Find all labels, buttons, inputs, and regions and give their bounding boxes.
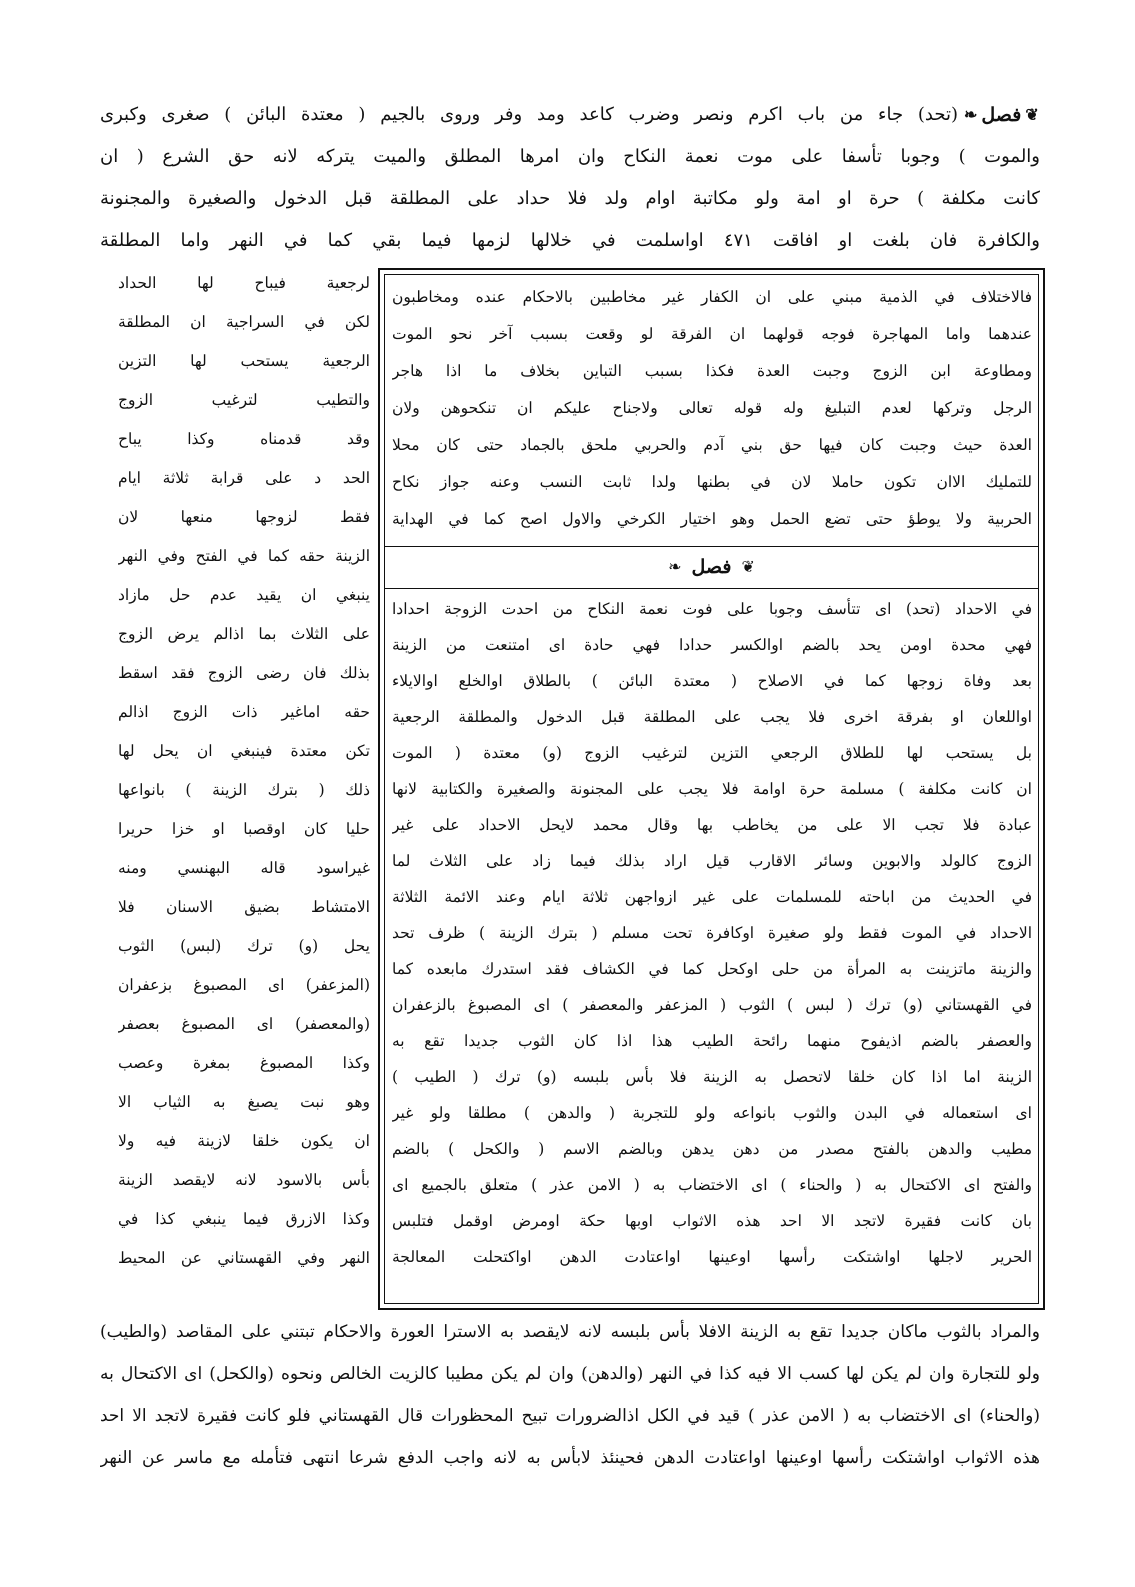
- side-line-11: بذلك فان رضى الزوج فقد اسقط: [118, 664, 370, 682]
- box-lower-line-10: الاحداد في الموت فقط ولو صغيرة اوكافرة تحت مسلم ( بترك الزينة ) ظرف تحد: [392, 924, 1032, 942]
- ornament-right-icon: ❦: [1025, 105, 1039, 124]
- ornament-left-icon: ❧: [964, 105, 978, 124]
- box-upper-line-2: عندهما واما المهاجرة فوجه قولهما ان الفرقة لو وقعت بسبب آخر نحو الموت: [392, 325, 1032, 343]
- top-line-3: كانت مكلفة ) حرة او امة ولو مكاتبة اوام ولد فلا حداد على المطلقة قبل الدخول والصغيرة والمجنونة: [100, 188, 1040, 209]
- box-lower-line-4: اواللعان او بفرقة اخرى فلا يجب على المطلقة قبل الدخول والمطلقة الرجعية: [392, 708, 1032, 726]
- top-heading-label: فصل: [981, 104, 1022, 126]
- top-section-heading: [964, 100, 1039, 130]
- side-line-15: حليا كان اوقصبا او خزا حريرا: [118, 820, 370, 838]
- side-line-25: وكذا الازرق فيما ينبغي كذا في: [118, 1210, 370, 1228]
- side-line-8: الزينة حقه كما في الفتح وفي النهر: [118, 547, 370, 565]
- side-line-4: والتطيب لترغيب الزوج: [118, 391, 370, 409]
- top-line-1: (تحد) جاء من باب اكرم ونصر وضرب كاعد ومد وفر وروى بالجيم ( معتدة البائن ) صغرى وكبرى: [100, 104, 958, 125]
- box-lower-line-6: ان كانت مكلفة ) مسلمة حرة اوامة فلا يجب على المجنونة والصغيرة والكتابية لانها: [392, 780, 1032, 798]
- side-line-22: وهو نبت يصبغ به الثياب الا: [118, 1093, 370, 1111]
- ornament-right-icon: ❦: [741, 557, 755, 576]
- box-lower-line-16: مطيب والدهن بالفتح مصدر من دهن يدهن وبالضم الاسم ( والكحل ) بالضم: [392, 1140, 1032, 1158]
- side-line-20: (والمعصفر) اى المصبوغ بعصفر: [118, 1015, 370, 1033]
- side-line-14: ذلك ( بترك الزينة ) بانواعها: [118, 781, 370, 799]
- box-lower-line-5: بل يستحب لها للطلاق الرجعي التزين لترغيب الزوج (و) معتدة ( الموت: [392, 744, 1032, 762]
- box-lower-line-13: والعصفر بالضم اذيفوح منهما رائحة الطيب هذا اذا كان الثوب جديدا تقع به: [392, 1032, 1032, 1050]
- box-lower-line-18: بان كانت فقيرة لاتجد الا احد هذه الاثواب اوبها حكة اومرض اوقمل فتلبس: [392, 1212, 1032, 1230]
- box-upper-line-1: فالاختلاف في الذمية مبني على ان الكفار غير مخاطبين بالاحكام عنده ومخاطبون: [392, 288, 1032, 306]
- box-lower-line-7: عبادة فلا تجب الا على من يخاطب بها وقال محمد لايحل الاحداد على غير: [392, 816, 1032, 834]
- box-lower-line-15: اى استعماله في البدن والثوب بانواعه ولو للتجربة ( والدهن ) مطلقا ولو غير: [392, 1104, 1032, 1122]
- side-line-13: تكن معتدة فينبغي ان يحل لها: [118, 742, 370, 760]
- box-lower-line-3: بعد وفاة زوجها كما في الاصلاح ( معتدة البائن ) بالطلاق اوالخلع اوالايلاء: [392, 672, 1032, 690]
- box-section-heading: [384, 550, 1039, 584]
- box-lower-line-11: والزينة ماتزينت به المرأة من حلى اوكحل كما في الكشاف فقد استدرك مابعده كما: [392, 960, 1032, 978]
- box-lower-line-1: في الاحداد (تحد) اى تتأسف وجوبا على فوت نعمة النكاح من احدت الزوجة احدادا: [392, 600, 1032, 618]
- box-lower-line-14: الزينة اما اذا كان خلقا لاتحصل به الزينة فلا بأس بلبسه (و) ترك ( الطيب ): [392, 1068, 1032, 1086]
- box-lower-line-8: الزوج كالولد والابوين وسائر الاقارب قيل اراد بذلك فيما زاد على الثلاث لما: [392, 852, 1032, 870]
- side-line-10: على الثلاث بما اذالم يرض الزوج: [118, 625, 370, 643]
- side-line-18: يحل (و) ترك (لبس) الثوب: [118, 937, 370, 955]
- side-line-2: لكن في السراجية ان المطلقة: [118, 313, 370, 331]
- bottom-line-3: (والحناء) اى الاختضاب به ( الامن عذر ) قيد في الكل اذالضرورات تبيح المحظورات قال القهستاني فلو كانت فقيرة لاتجد الا احد: [100, 1406, 1040, 1426]
- box-divider-bottom: [384, 588, 1039, 589]
- box-upper-line-5: العدة حيث وجبت كان فيها حق بني آدم والحربي ملحق بالجماد حتى كان محلا: [392, 436, 1032, 454]
- top-line-4: والكافرة فان بلغت او افاقت ٤٧١ اواسلمت في خلالها لزمها فيما بقي كما في النهر واما المطلقة: [100, 230, 1040, 251]
- side-line-9: ينبغي ان يقيد عدم حل مازاد: [118, 586, 370, 604]
- side-line-1: لرجعية فيباح لها الحداد: [118, 274, 370, 292]
- bottom-line-2: ولو للتجارة وان لم يكن لها كسب الا فيه كذا في النهر (والدهن) وان لم يكن مطيبا كالزيت الخالص ونحوه (والكحل) اى الاكتحال به: [100, 1364, 1040, 1384]
- side-line-3: الرجعية يستحب لها التزين: [118, 352, 370, 370]
- bottom-line-1: والمراد بالثوب ماكان جديدا تقع به الزينة الافلا بأس بلبسه لانه لايقصد به الاسترا العورة والاحكام تبتني على المقاصد (والطيب): [100, 1322, 1040, 1342]
- box-upper-line-6: للتمليك الاان تكون حاملا لان في بطنها ولدا ثابت النسب وعنه جواز نكاح: [392, 473, 1032, 491]
- side-line-23: ان يكون خلقا لازينة فيه ولا: [118, 1132, 370, 1150]
- side-line-21: وكذا المصبوغ بمغرة وعصب: [118, 1054, 370, 1072]
- box-lower-line-2: فهي محدة اومن يحد بالضم اوالكسر حدادا فهي حادة اى امتنعت من الزينة: [392, 636, 1032, 654]
- box-lower-line-12: في القهستاني (و) ترك ( لبس ) الثوب ( المزعفر والمعصفر ) اى المصبوغ بالزعفران: [392, 996, 1032, 1014]
- side-line-19: (المزعفر) اى المصبوغ بزعفران: [118, 976, 370, 994]
- side-line-5: وقد قدمناه وكذا يباح: [118, 430, 370, 448]
- side-line-12: حقه اماغير ذات الزوج اذالم: [118, 703, 370, 721]
- box-lower-line-19: الحرير لاجلها اواشتكت رأسها اوعينها اواعتادت الدهن اواكتحلت المعالجة: [392, 1248, 1032, 1266]
- box-upper-line-3: ومطاوعة ابن الزوج وجبت العدة فكذا بسبب التباين بخلاف ما اذا هاجر: [392, 362, 1032, 380]
- box-lower-line-17: والفتح اى الاكتحال به ( والحناء ) اى الاختضاب به ( الامن عذر ) متعلق بالجميع اى: [392, 1176, 1032, 1194]
- box-divider-top: [384, 546, 1039, 547]
- box-upper-line-7: الحربية ولا يوطؤ حتى تضع الحمل وهو اختيار الكرخي والاول اصح كما في الهداية: [392, 510, 1032, 528]
- side-line-7: فقط لزوجها منعها لان: [118, 508, 370, 526]
- side-line-6: الحد د على قرابة ثلاثة ايام: [118, 469, 370, 487]
- side-line-26: النهر وفي القهستاني عن المحيط: [118, 1249, 370, 1267]
- box-lower-line-9: في الحديث من اباحته للمسلمات على غير ازواجهن ثلاثة ايام وعند الائمة الثلاثة: [392, 888, 1032, 906]
- side-line-17: الامتشاط بضيق الاسنان فلا: [118, 898, 370, 916]
- bottom-line-4: هذه الاثواب اواشتكت رأسها اوعينها اواعتادت الدهن فحينئذ لابأس به لانه واجب الدفع شرعا انتهى فتأمله مع ماسر عن النهر: [100, 1448, 1040, 1468]
- side-line-16: غيراسود قاله البهنسي ومنه: [118, 859, 370, 877]
- ornament-left-icon: ❧: [668, 557, 682, 576]
- box-upper-line-4: الرجل وتركها لعدم التبليغ وله قوله تعالى ولاجناح عليكم ان تنكحوهن ولان: [392, 399, 1032, 417]
- top-line-2: والموت ) وجوبا تأسفا على موت نعمة النكاح وان امرها المطلق والميت يتركه لانه حق الشرع ( ان: [100, 146, 1040, 167]
- box-heading-label: فصل: [691, 556, 732, 578]
- side-line-24: بأس بالاسود لانه لايقصد الزينة: [118, 1171, 370, 1189]
